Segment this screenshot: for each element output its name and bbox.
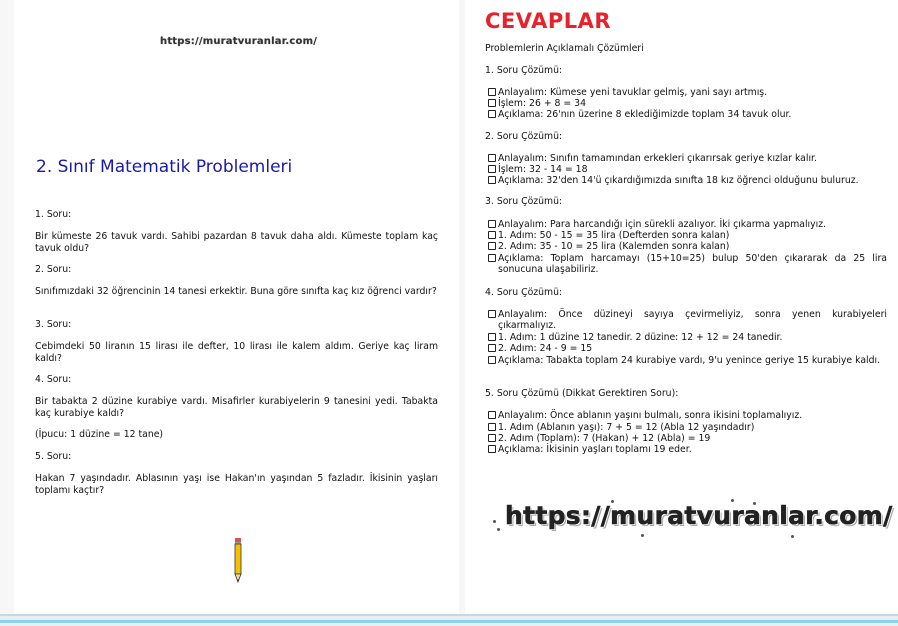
checkbox-icon bbox=[488, 254, 496, 262]
solution-1-heading: 1. Soru Çözümü: bbox=[485, 65, 563, 76]
solution-5-item: 1. Adım (Ablanın yaşı): 7 + 5 = 12 (Abla 12 yaşındadır) bbox=[485, 422, 887, 433]
questions-page bbox=[14, 0, 459, 614]
checkbox-icon bbox=[488, 411, 496, 419]
solution-1-item: İşlem: 26 + 8 = 34 bbox=[485, 98, 887, 109]
answers-subtitle: Problemlerin Açıklamalı Çözümleri bbox=[485, 43, 644, 54]
question-2-label: 2. Soru: bbox=[35, 264, 72, 275]
checkbox-icon bbox=[488, 310, 496, 318]
checkbox-icon bbox=[488, 220, 496, 228]
watermark-top: https://muratvuranlar.com/ bbox=[160, 36, 318, 47]
question-1-label: 1. Soru: bbox=[35, 209, 72, 220]
solution-4-item: Açıklama: Tabakta toplam 24 kurabiye vardı, 9'u yenince geriye 15 kurabiye kaldı. bbox=[485, 355, 887, 366]
question-2-text: Sınıfımızdaki 32 öğrencinin 14 tanesi erkektir. Buna göre sınıfta kaç kız öğrenci vardır? bbox=[35, 286, 437, 297]
solution-3-heading: 3. Soru Çözümü: bbox=[485, 196, 563, 207]
checkbox-icon bbox=[488, 434, 496, 442]
solution-1-item: Anlayalım: Kümese yeni tavuklar gelmiş, yani sayı artmış. bbox=[485, 87, 887, 98]
question-5-label: 5. Soru: bbox=[35, 451, 72, 462]
checkbox-icon bbox=[488, 445, 496, 453]
watermark-bottom bbox=[491, 498, 893, 540]
solution-5-heading: 5. Soru Çözümü (Dikkat Gerektiren Soru): bbox=[485, 388, 679, 399]
solution-2-item: İşlem: 32 - 14 = 18 bbox=[485, 164, 887, 175]
solution-4-item: 2. Adım: 24 - 9 = 15 bbox=[485, 343, 887, 354]
page-title: 2. Sınıf Matematik Problemleri bbox=[36, 157, 293, 177]
solution-4-item: Anlayalım: Önce düzineyi sayıya çevirmeliyiz, sonra yenen kurabiyeleri çıkarmalıyız. bbox=[485, 309, 887, 331]
checkbox-icon bbox=[488, 231, 496, 239]
solution-3-item: Açıklama: Toplam harcamayı (15+10=25) bulup 50'den çıkararak da 25 lira sonucuna ulaşabiliriz. bbox=[485, 253, 887, 275]
checkbox-icon bbox=[488, 99, 496, 107]
solution-2-item: Açıklama: 32'den 14'ü çıkardığımızda sınıfta 18 kız öğrenci olduğunu buluruz. bbox=[485, 175, 887, 186]
answers-title: CEVAPLAR bbox=[485, 9, 612, 33]
question-4-text: Bir tabakta 2 düzine kurabiye vardı. Misafirler kurabiyelerin 9 tanesini yedi. Tabakta kaç kurabiye kaldı? bbox=[35, 396, 438, 419]
checkbox-icon bbox=[488, 176, 496, 184]
solution-5-item: Anlayalım: Önce ablanın yaşını bulmalı, sonra ikisini toplamalıyız. bbox=[485, 410, 887, 421]
question-5-text: Hakan 7 yaşındadır. Ablasının yaşı ise Hakan'ın yaşından 5 fazladır. İkisinin yaşları toplamı kaçtır? bbox=[35, 473, 438, 496]
checkbox-icon bbox=[488, 154, 496, 162]
question-1-text: Bir kümeste 26 tavuk vardı. Sahibi pazardan 8 tavuk daha aldı. Kümeste toplam kaç tavuk oldu? bbox=[35, 231, 438, 254]
checkbox-icon bbox=[488, 242, 496, 250]
question-3-label: 3. Soru: bbox=[35, 319, 72, 330]
question-4-label: 4. Soru: bbox=[35, 374, 72, 385]
solution-3-item: 2. Adım: 35 - 10 = 25 lira (Kalemden sonra kalan) bbox=[485, 241, 887, 252]
answers-page bbox=[465, 0, 898, 614]
question-3-text: Cebimdeki 50 liranın 15 lirası ile defter, 10 lirası ile kalem aldım. Geriye kaç liram kaldı? bbox=[35, 341, 438, 364]
checkbox-icon bbox=[488, 344, 496, 352]
question-4-hint: (İpucu: 1 düzine = 12 tane) bbox=[35, 429, 164, 440]
checkbox-icon bbox=[488, 88, 496, 96]
solution-3-item: 1. Adım: 50 - 15 = 35 lira (Defterden sonra kalan) bbox=[485, 230, 887, 241]
solution-1-item: Açıklama: 26'nın üzerine 8 eklediğimizde toplam 34 tavuk olur. bbox=[485, 109, 887, 120]
solution-4-heading: 4. Soru Çözümü: bbox=[485, 287, 563, 298]
watermark-bottom-text: https://muratvuranlar.com/ bbox=[505, 501, 893, 530]
solution-5-item: 2. Adım (Toplam): 7 (Hakan) + 12 (Abla) = 19 bbox=[485, 433, 887, 444]
bottom-bar bbox=[0, 614, 898, 626]
pencil-icon bbox=[233, 538, 243, 584]
checkbox-icon bbox=[488, 356, 496, 364]
solution-4-item: 1. Adım: 1 düzine 12 tanedir. 2 düzine: 12 + 12 = 24 tanedir. bbox=[485, 332, 887, 343]
solution-2-heading: 2. Soru Çözümü: bbox=[485, 131, 563, 142]
solution-3-item: Anlayalım: Para harcandığı için sürekli azalıyor. İki çıkarma yapmalıyız. bbox=[485, 219, 887, 230]
checkbox-icon bbox=[488, 110, 496, 118]
checkbox-icon bbox=[488, 165, 496, 173]
solution-2-item: Anlayalım: Sınıfın tamamından erkekleri çıkarırsak geriye kızlar kalır. bbox=[485, 153, 887, 164]
solution-5-item: Açıklama: İkisinin yaşları toplamı 19 eder. bbox=[485, 444, 887, 455]
checkbox-icon bbox=[488, 333, 496, 341]
checkbox-icon bbox=[488, 423, 496, 431]
